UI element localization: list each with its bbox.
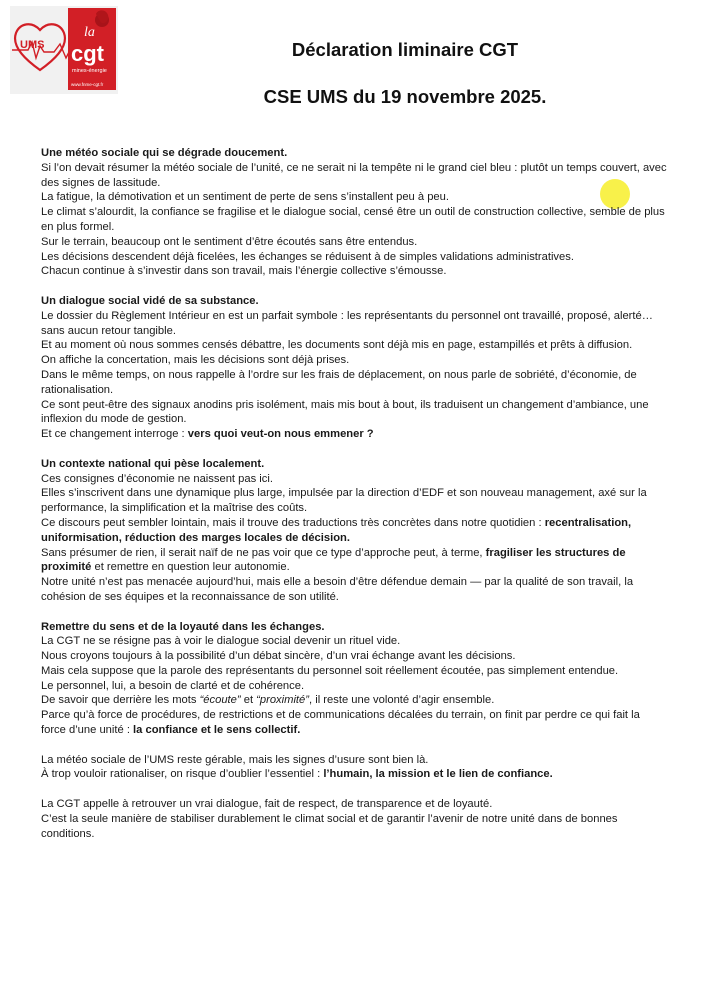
- section: [41, 146, 667, 279]
- text-run: Si l’on devait résumer la météo sociale de l’unité, ce ne serait ni la tempête ni le grand ciel bleu : plutôt un temps couvert, avec des signes de lassitude.: [41, 161, 667, 189]
- text-run: Le climat s’alourdit, la confiance se fragilise et le dialogue social, censé être un outil de construction collective, semble de plus en plus formel.: [41, 206, 665, 233]
- section: [41, 457, 667, 605]
- text-run: La fatigue, la démotivation et un sentiment de perte de sens s’installent peu à peu.: [41, 191, 449, 204]
- paragraph: [41, 575, 667, 605]
- bold-text: l’humain, la mission et le lien de confiance.: [323, 768, 553, 781]
- italic-text: “proximité”: [256, 694, 309, 707]
- text-run: Elles s’inscrivent dans une dynamique plus large, impulsée par la direction d’EDF et son nouveau management, axé sur la performance, la simplification et la maîtrise des coûts.: [41, 487, 647, 515]
- paragraph: [41, 664, 667, 679]
- section-title: Une météo sociale qui se dégrade doucement.: [41, 147, 288, 159]
- paragraph: [41, 368, 667, 398]
- paragraph: [41, 649, 667, 664]
- text-run: La météo sociale de l’UMS reste gérable, mais les signes d’usure sont bien là.: [41, 753, 429, 766]
- cgt-ums-logo: [10, 6, 118, 94]
- text-run: Dans le même temps, on nous rappelle à l’ordre sur les frais de déplacement, on nous parle de sobriété, d’économie, de rationalisation.: [41, 368, 637, 396]
- text-run: Les décisions descendent déjà ficelées, les échanges se réduisent à de simples validations administratives.: [41, 250, 574, 263]
- paragraph: [41, 309, 667, 339]
- paragraph: [41, 546, 667, 576]
- paragraph: [41, 708, 667, 738]
- ums-logo-text: UMS: [20, 39, 45, 51]
- section: [41, 797, 667, 841]
- paragraph: [41, 634, 667, 649]
- text-run: Ces consignes d’économie ne naissent pas ici.: [41, 472, 273, 485]
- bold-text: vers quoi veut-on nous emmener ?: [187, 428, 374, 441]
- paragraph: [41, 235, 667, 250]
- paragraph: [41, 797, 667, 812]
- document-subtitle: CSE UMS du 19 novembre 2025.: [263, 86, 547, 107]
- text-run: De savoir que derrière les mots: [41, 694, 200, 707]
- text-run: À trop vouloir rationaliser, on risque d’oublier l’essentiel :: [41, 768, 324, 781]
- paragraph: [41, 205, 667, 235]
- section: [41, 753, 667, 783]
- italic-text: “écoute”: [199, 694, 241, 707]
- paragraph: [41, 679, 667, 694]
- section: [41, 620, 667, 738]
- text-run: La CGT appelle à retrouver un vrai dialogue, fait de respect, de transparence et de loyauté.: [41, 798, 493, 811]
- text-run: Notre unité n’est pas menacée aujourd’hui, mais elle a besoin d’être défendue demain — par la qualité de son travail, la cohésion de ses équipes et la reconnaissance de son utilité.: [41, 576, 634, 603]
- paragraph: [41, 161, 667, 191]
- text-run: Nous croyons toujours à la possibilité d’un débat sincère, d’un vrai échange avant les décisions.: [41, 650, 516, 663]
- mines-energie-text: mines-énergie: [72, 68, 107, 74]
- paragraph: [41, 486, 667, 516]
- text-run: La CGT ne se résigne pas à voir le dialogue social devenir un rituel vide.: [41, 635, 401, 648]
- section-title: Un contexte national qui pèse localement.: [41, 457, 265, 470]
- text-run: , il reste une volonté d’agir ensemble.: [309, 694, 495, 707]
- paragraph: [41, 516, 667, 546]
- text-run: Chacun continue à s’investir dans son travail, mais l’énergie collective s’émousse.: [41, 265, 447, 278]
- paragraph: [41, 767, 667, 782]
- text-run: Ce sont peut-être des signaux anodins pris isolément, mais mis bout à bout, ils traduisent un changement d’ambiance, une inflexion du mode de gestion.: [41, 398, 649, 426]
- bold-text: fragiliser les structures de proximité: [41, 546, 626, 574]
- paragraph: [41, 264, 667, 279]
- text-run: C’est la seule manière de stabiliser durablement le climat social et de garantir l’avenir de notre unité dans de bonnes conditions.: [41, 812, 618, 840]
- text-run: et: [240, 694, 257, 707]
- cgt-logo-text: cgt: [71, 41, 104, 66]
- paragraph: [41, 753, 667, 768]
- document-title: Déclaration liminaire CGT: [291, 39, 519, 60]
- text-run: Et au moment où nous sommes censés débattre, les documents sont déjà mis en page, estampillés et prêts à diffusion.: [41, 339, 633, 352]
- paragraph: [41, 427, 667, 442]
- text-run: Le dossier du Règlement Intérieur en est un parfait symbole : les représentants du personnel ont travaillé, proposé, alerté… sans aucun retour tangible.: [41, 309, 653, 337]
- text-run: On affiche la concertation, mais les décisions sont déjà prises.: [41, 354, 350, 367]
- section: [41, 294, 667, 442]
- paragraph: [41, 338, 667, 353]
- paragraph: [41, 190, 667, 205]
- text-run: et remettre en question leur autonomie.: [91, 561, 290, 574]
- paragraph: [41, 812, 667, 842]
- text-run: Mais cela suppose que la parole des représentants du personnel soit réellement écoutée, pas simplement entendue.: [41, 664, 619, 677]
- text-run: Sur le terrain, beaucoup ont le sentiment d’être écoutés sans être entendus.: [41, 235, 418, 248]
- text-run: Et ce changement interroge :: [41, 428, 188, 441]
- section-title: Remettre du sens et de la loyauté dans les échanges.: [41, 620, 325, 633]
- logo-url-text: www.fnme-cgt.fr: [71, 82, 104, 87]
- la-logo-text: la: [84, 25, 95, 40]
- paragraph: [41, 398, 667, 428]
- paragraph: [41, 472, 667, 487]
- bold-text: la confiance et le sens collectif.: [133, 724, 301, 737]
- text-run: Ce discours peut sembler lointain, mais il trouve des traductions très concrètes dans notre quotidien :: [41, 516, 545, 529]
- declaration-body: [41, 146, 667, 856]
- text-run: Sans présumer de rien, il serait naïf de ne pas voir que ce type d’approche peut, à terme,: [41, 546, 486, 559]
- text-run: Le personnel, lui, a besoin de clarté et de cohérence.: [41, 679, 305, 692]
- paragraph: [41, 693, 667, 708]
- section-title: Un dialogue social vidé de sa substance.: [41, 294, 259, 307]
- paragraph: [41, 250, 667, 265]
- paragraph: [41, 353, 667, 368]
- bold-text: recentralisation, uniformisation, réduction des marges locales de décision.: [41, 516, 632, 544]
- text-run: Parce qu’à force de procédures, de restrictions et de communications décalées du terrain, on finit par perdre ce qui fait la force d’une unité :: [41, 709, 640, 737]
